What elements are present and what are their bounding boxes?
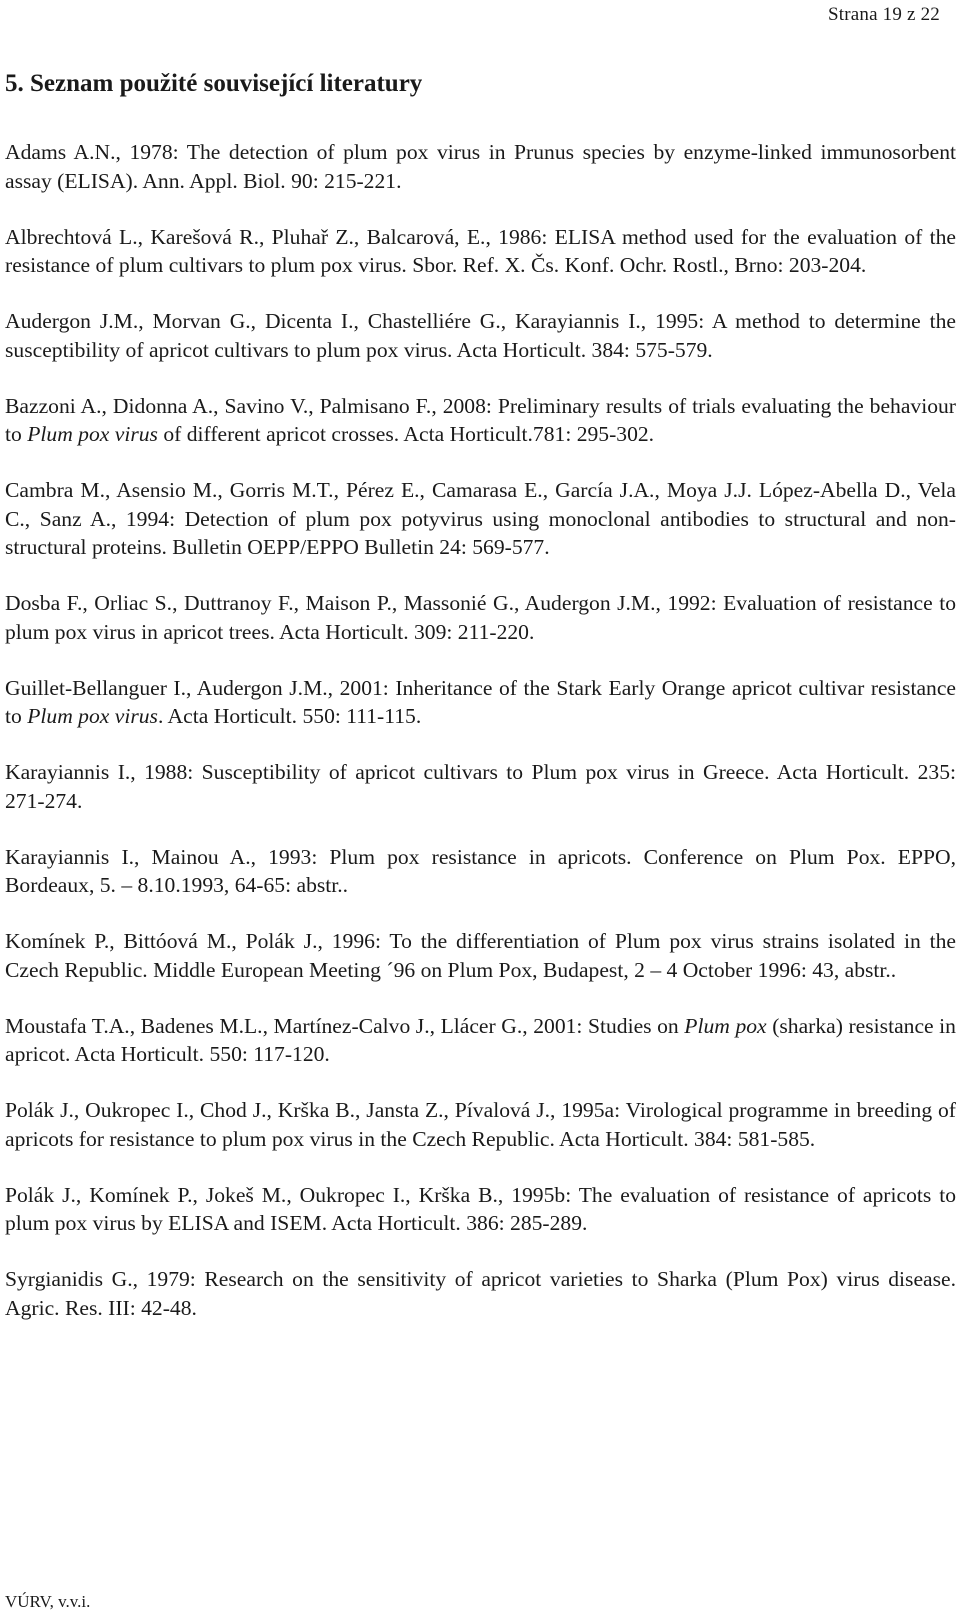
reference-entry: [5, 674, 956, 731]
reference-entry: [5, 843, 956, 900]
reference-text: Guillet-Bellanguer I., Audergon J.M., 2001: Inheritance of the Stark Early Orange apricot cultivar resistance to: [5, 675, 956, 728]
reference-text: of different apricot crosses. Acta Horticult.781: 295-302.: [157, 422, 655, 446]
reference-text: (sharka) resistance in apricot. Acta Horticult. 550: 117-120.: [5, 1013, 956, 1066]
reference-text: Adams A.N., 1978: The detection of plum pox virus in Prunus species by enzyme-linked immunosorbent assay (ELISA). Ann. Appl. Biol. 90: 215-221.: [5, 140, 956, 193]
reference-entry: [5, 307, 956, 364]
reference-entry: [5, 476, 956, 562]
reference-entry: [5, 1181, 956, 1238]
reference-text: Dosba F., Orliac S., Duttranoy F., Maison P., Massonié G., Audergon J.M., 1992: Evaluation of resistance to plum pox virus in apricot trees. Acta Horticult. 309: 211-220.: [5, 591, 956, 644]
reference-text: Cambra M., Asensio M., Gorris M.T., Pérez E., Camarasa E., García J.A., Moya J.J. López-Abella D., Vela C., Sanz A., 1994: Detection of plum pox potyvirus using monoclonal antibodies to structural and non-structural proteins. Bulletin OEPP/EPPO Bulletin 24: 569-577.: [5, 478, 956, 559]
reference-text: Moustafa T.A., Badenes M.L., Martínez-Calvo J., Llácer G., 2001: Studies on: [5, 1013, 685, 1038]
reference-entry: [5, 927, 956, 984]
reference-text: Syrgianidis G., 1979: Research on the sensitivity of apricot varieties to Sharka (Plum Pox) virus disease. Agric. Res. III: 42-48.: [5, 1267, 956, 1320]
reference-entry: [5, 1012, 956, 1069]
reference-text: Albrechtová L., Karešová R., Pluhař Z., Balcarová, E., 1986: ELISA method used for the evaluation of the resistance of plum cultivars to plum pox virus. Sbor. Ref. X. Čs. Konf. Ochr. Rostl., Brno: 203-204.: [5, 224, 956, 277]
reference-text: Karayiannis I., 1988: Susceptibility of apricot cultivars to Plum pox virus in Greece. Acta Horticult. 235: 271-274.: [5, 760, 956, 813]
reference-text: . Acta Horticult. 550: 111-115.: [157, 704, 422, 728]
reference-text: Bazzoni A., Didonna A., Savino V., Palmisano F., 2008: Preliminary results of trials evaluating the behaviour to: [5, 393, 956, 446]
reference-text: Karayiannis I., Mainou A., 1993: Plum pox resistance in apricots. Conference on Plum Pox. EPPO, Bordeaux, 5. – 8.10.1993, 64-65: abstr..: [5, 844, 956, 897]
reference-text: Audergon J.M., Morvan G., Dicenta I., Chastelliére G., Karayiannis I., 1995: A method to determine the susceptibility of apricot cultivars to plum pox virus. Acta Horticult. 384: 575-579.: [5, 309, 956, 362]
reference-text: Komínek P., Bittóová M., Polák J., 1996: To the differentiation of Plum pox virus strains isolated in the Czech Republic. Middle European Meeting ´96 on Plum Pox, Budapest, 2 – 4 October 1996: 43, abstr..: [5, 929, 956, 982]
reference-entry: [5, 223, 956, 280]
reference-list: [5, 138, 956, 1350]
footer-institution: VÚRV, v.v.i.: [5, 1592, 91, 1611]
reference-italic-text: Plum pox: [684, 1013, 767, 1038]
reference-entry: [5, 1265, 956, 1322]
reference-text: Polák J., Komínek P., Jokeš M., Oukropec I., Krška B., 1995b: The evaluation of resistance of apricots to plum pox virus by ELISA and ISEM. Acta Horticult. 386: 285-289.: [5, 1182, 956, 1235]
reference-entry: [5, 392, 956, 449]
reference-entry: [5, 1096, 956, 1153]
reference-entry: [5, 138, 956, 195]
section-title: 5. Seznam použité související literatury: [5, 70, 423, 97]
reference-entry: [5, 589, 956, 646]
reference-text: Polák J., Oukropec I., Chod J., Krška B., Jansta Z., Pívalová J., 1995a: Virological programme in breeding of apricots for resistance to plum pox virus in the Czech Republic. Acta Horticult. 384: 581-585.: [5, 1098, 956, 1151]
page-number: Strana 19 z 22: [827, 4, 940, 25]
reference-entry: [5, 758, 956, 815]
reference-italic-text: Plum pox virus: [27, 422, 158, 446]
reference-italic-text: Plum pox virus: [27, 704, 158, 728]
